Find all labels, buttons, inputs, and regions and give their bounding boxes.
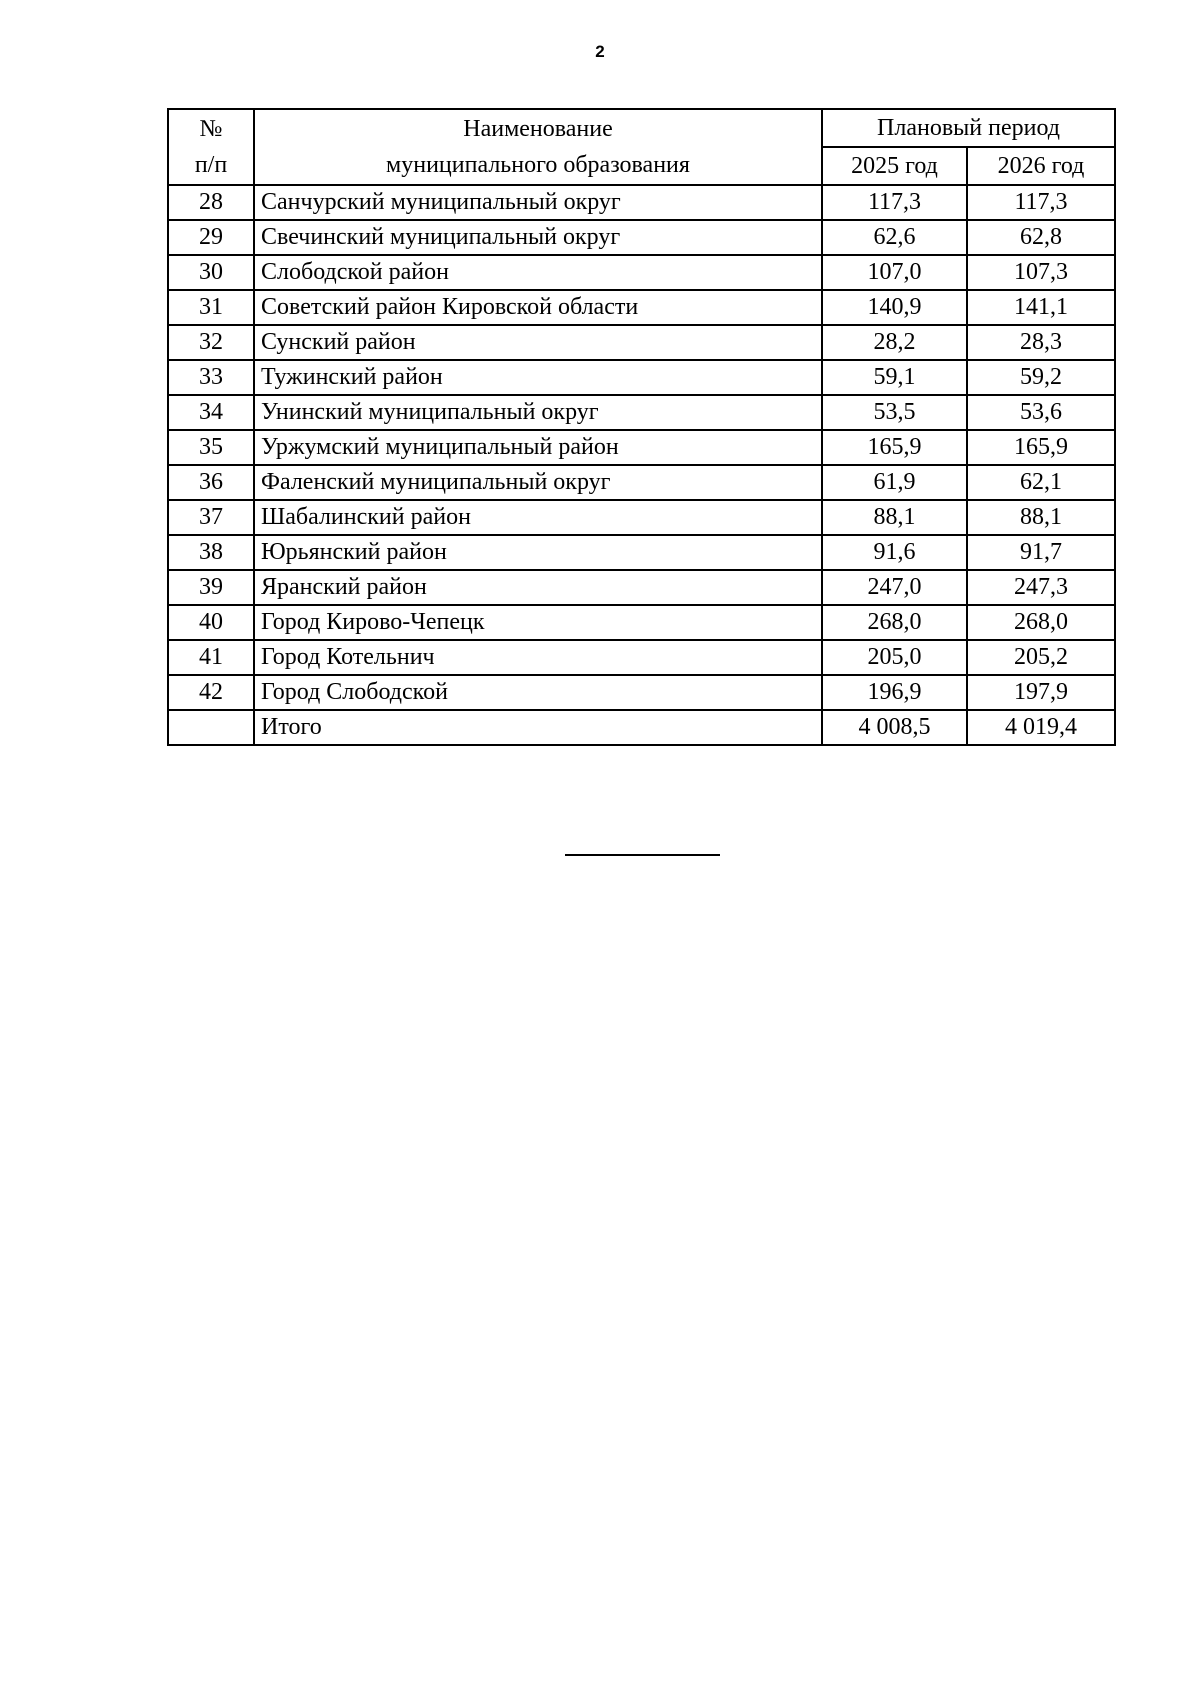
row-number: 28	[168, 185, 254, 220]
row-value-2025: 28,2	[822, 325, 967, 360]
table-row	[168, 395, 1115, 430]
table-row	[168, 640, 1115, 675]
table-row	[168, 605, 1115, 640]
total-value-2025: 4 008,5	[822, 710, 967, 745]
row-number: 31	[168, 290, 254, 325]
row-value-2025: 59,1	[822, 360, 967, 395]
row-number: 38	[168, 535, 254, 570]
row-municipality: Фаленский муниципальный округ	[254, 465, 822, 500]
budget-table	[167, 108, 1116, 746]
row-value-2025: 196,9	[822, 675, 967, 710]
header-year-2026: 2026 год	[967, 147, 1115, 185]
row-municipality: Юрьянский район	[254, 535, 822, 570]
table-row	[168, 360, 1115, 395]
table-row	[168, 185, 1115, 220]
end-divider-line	[565, 854, 720, 856]
total-label: Итого	[254, 710, 822, 745]
row-value-2026: 247,3	[967, 570, 1115, 605]
row-number: 30	[168, 255, 254, 290]
row-municipality: Слободской район	[254, 255, 822, 290]
row-value-2025: 88,1	[822, 500, 967, 535]
row-municipality: Сунский район	[254, 325, 822, 360]
table-row	[168, 500, 1115, 535]
row-value-2025: 268,0	[822, 605, 967, 640]
row-number: 35	[168, 430, 254, 465]
table-row	[168, 465, 1115, 500]
row-municipality: Санчурский муниципальный округ	[254, 185, 822, 220]
row-value-2025: 247,0	[822, 570, 967, 605]
header-number-line2: п/п	[194, 152, 228, 178]
table-body	[168, 185, 1115, 745]
row-value-2026: 59,2	[967, 360, 1115, 395]
row-number: 41	[168, 640, 254, 675]
total-number	[168, 710, 254, 745]
row-value-2025: 53,5	[822, 395, 967, 430]
header-number	[168, 109, 254, 185]
row-municipality: Свечинский муниципальный округ	[254, 220, 822, 255]
header-municipality-line2: муниципального образования	[386, 152, 690, 178]
row-municipality: Уржумский муниципальный район	[254, 430, 822, 465]
row-number: 42	[168, 675, 254, 710]
row-value-2026: 53,6	[967, 395, 1115, 430]
header-row	[168, 109, 1115, 147]
header-municipality	[254, 109, 822, 185]
row-value-2025: 140,9	[822, 290, 967, 325]
row-number: 34	[168, 395, 254, 430]
table-row	[168, 570, 1115, 605]
row-value-2026: 197,9	[967, 675, 1115, 710]
header-year-2025: 2025 год	[822, 147, 967, 185]
page-number: 2	[595, 42, 605, 61]
row-value-2025: 117,3	[822, 185, 967, 220]
total-value-2026: 4 019,4	[967, 710, 1115, 745]
row-value-2025: 61,9	[822, 465, 967, 500]
row-value-2026: 62,1	[967, 465, 1115, 500]
table-row	[168, 325, 1115, 360]
row-value-2025: 62,6	[822, 220, 967, 255]
row-value-2026: 117,3	[967, 185, 1115, 220]
table-header	[168, 109, 1115, 185]
row-municipality: Город Котельнич	[254, 640, 822, 675]
row-municipality: Шабалинский район	[254, 500, 822, 535]
row-value-2026: 205,2	[967, 640, 1115, 675]
table-row	[168, 290, 1115, 325]
header-number-line1: №	[199, 116, 223, 142]
table-row	[168, 255, 1115, 290]
row-value-2026: 62,8	[967, 220, 1115, 255]
row-value-2025: 165,9	[822, 430, 967, 465]
row-value-2025: 107,0	[822, 255, 967, 290]
header-planning-period: Плановый период	[822, 109, 1115, 147]
row-number: 40	[168, 605, 254, 640]
row-value-2025: 91,6	[822, 535, 967, 570]
table-row	[168, 535, 1115, 570]
table-row	[168, 675, 1115, 710]
table-row	[168, 220, 1115, 255]
row-value-2025: 205,0	[822, 640, 967, 675]
header-municipality-line1: Наименование	[463, 116, 613, 142]
row-municipality: Город Кирово-Чепецк	[254, 605, 822, 640]
row-number: 36	[168, 465, 254, 500]
row-value-2026: 107,3	[967, 255, 1115, 290]
row-number: 33	[168, 360, 254, 395]
row-municipality: Тужинский район	[254, 360, 822, 395]
total-row	[168, 710, 1115, 745]
row-value-2026: 91,7	[967, 535, 1115, 570]
row-value-2026: 28,3	[967, 325, 1115, 360]
row-value-2026: 165,9	[967, 430, 1115, 465]
row-municipality: Город Слободской	[254, 675, 822, 710]
row-number: 37	[168, 500, 254, 535]
row-value-2026: 268,0	[967, 605, 1115, 640]
row-value-2026: 88,1	[967, 500, 1115, 535]
table-row	[168, 430, 1115, 465]
row-number: 29	[168, 220, 254, 255]
row-municipality: Унинский муниципальный округ	[254, 395, 822, 430]
row-number: 39	[168, 570, 254, 605]
row-value-2026: 141,1	[967, 290, 1115, 325]
row-municipality: Советский район Кировской области	[254, 290, 822, 325]
row-number: 32	[168, 325, 254, 360]
row-municipality: Яранский район	[254, 570, 822, 605]
